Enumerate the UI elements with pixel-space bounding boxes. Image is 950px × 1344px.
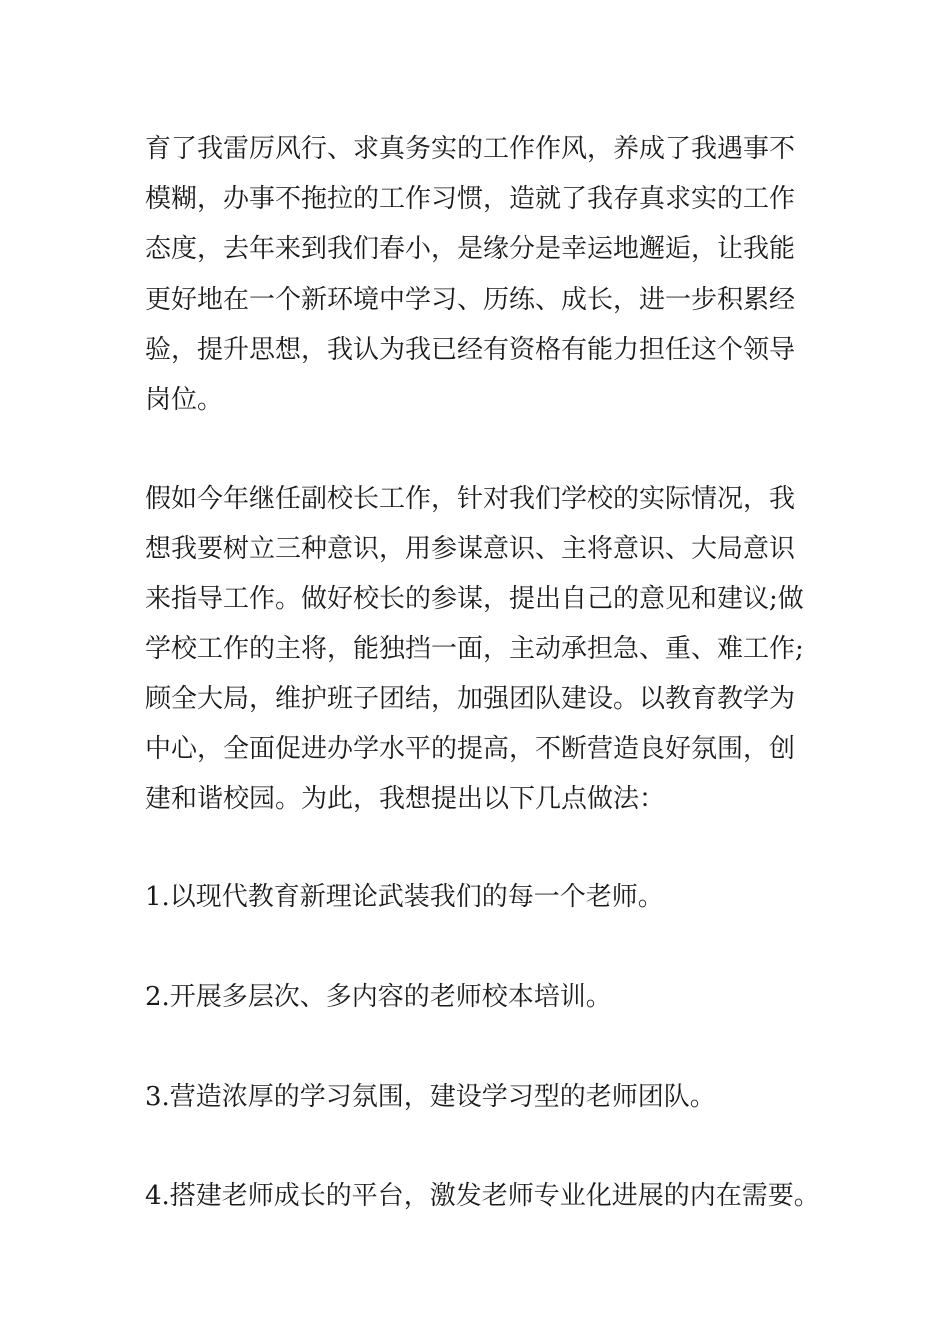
text-line: 中心，全面促进办学水平的提高，不断营造良好氛围，创 (145, 734, 796, 764)
text-line: 建和谐校园。为此，我想提出以下几点做法： (145, 784, 666, 814)
text-line: 模糊，办事不拖拉的工作习惯，造就了我存真求实的工作 (145, 184, 796, 214)
list-item: 3.营造浓厚的学习氛围，建设学习型的老师团队。 (145, 1082, 716, 1112)
text-line: 学校工作的主将，能独挡一面，主动承担急、重、难工作; (145, 634, 804, 664)
text-line: 岗位。 (145, 385, 224, 415)
list-item: 1.以现代教育新理论武装我们的每一个老师。 (145, 882, 664, 912)
text-line: 验，提升思想，我认为我已经有资格有能力担任这个领导 (145, 335, 796, 365)
text-line: 想我要树立三种意识，用参谋意识、主将意识、大局意识 (145, 534, 796, 564)
text-line: 态度，去年来到我们春小，是缘分是幸运地邂逅，让我能 (145, 234, 796, 264)
text-line: 育了我雷厉风行、求真务实的工作作风，养成了我遇事不 (145, 134, 796, 164)
list-item: 4.搭建老师成长的平台，激发老师专业化进展的内在需要。 (145, 1181, 820, 1211)
text-line: 来指导工作。做好校长的参谋，提出自己的意见和建议;做 (145, 584, 804, 614)
text-line: 更好地在一个新环境中学习、历练、成长，进一步积累经 (145, 285, 796, 315)
text-line: 假如今年继任副校长工作，针对我们学校的实际情况，我 (145, 484, 796, 514)
text-line: 顾全大局，维护班子团结，加强团队建设。以教育教学为 (145, 684, 796, 714)
list-item: 2.开展多层次、多内容的老师校本培训。 (145, 982, 612, 1012)
